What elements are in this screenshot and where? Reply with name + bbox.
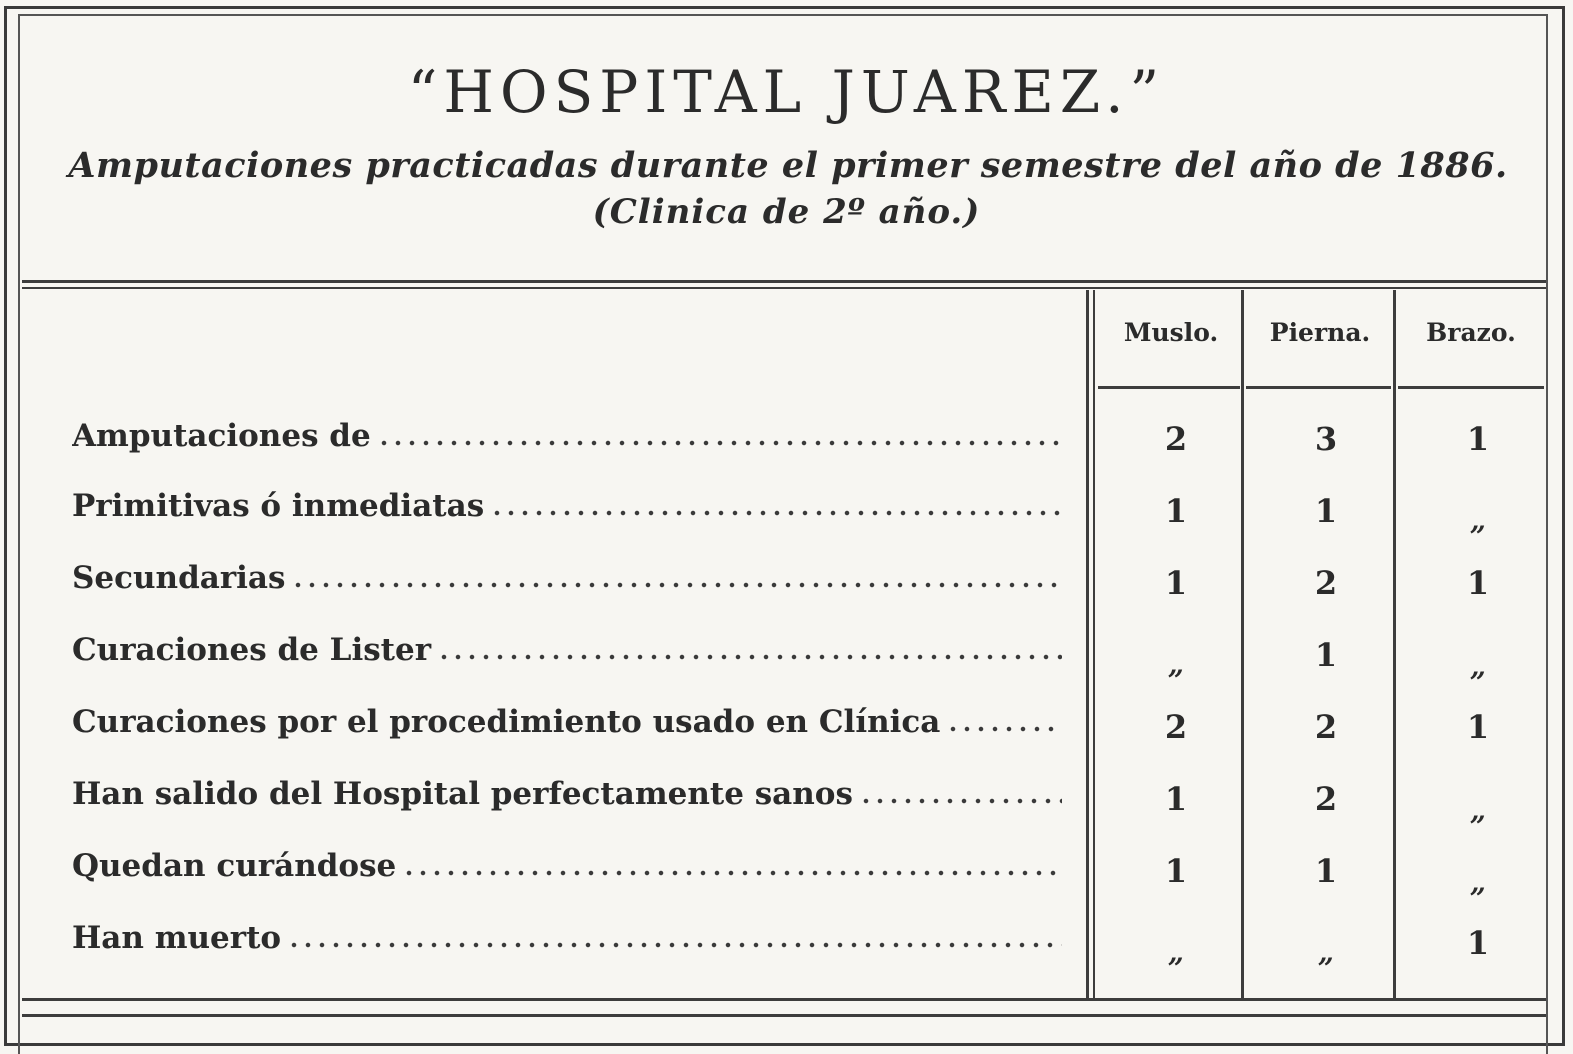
footer-divider-secondary [22, 1014, 1546, 1017]
dot-leader [377, 440, 1062, 446]
page-title: “HOSPITAL JUAREZ.” [407, 58, 1166, 126]
cell-brazo: „ [1469, 650, 1487, 683]
row-label: Curaciones por el procedimiento usado en Clínica [72, 700, 1062, 740]
row-label: Han muerto [72, 916, 1062, 956]
column-header-muslo: Muslo. [1123, 318, 1219, 347]
dot-leader [402, 870, 1062, 876]
dot-leader [946, 726, 1062, 732]
column-separator [1241, 290, 1244, 1000]
dot-leader [490, 510, 1062, 516]
cell-pierna: 3 [1314, 420, 1338, 458]
cell-pierna: 2 [1314, 564, 1338, 602]
dot-leader [437, 654, 1062, 660]
column-separator [1086, 290, 1089, 1000]
cell-brazo: „ [1469, 866, 1487, 899]
column-separator [1093, 290, 1095, 1000]
cell-pierna: „ [1317, 936, 1335, 969]
header-divider-secondary [22, 287, 1546, 289]
cell-pierna: 2 [1314, 780, 1338, 818]
column-header-underline [1246, 386, 1391, 389]
column-header-underline [1398, 386, 1544, 389]
cell-pierna: 1 [1314, 636, 1338, 674]
cell-brazo: 1 [1466, 420, 1490, 458]
cell-muslo: „ [1167, 648, 1185, 681]
cell-brazo: 1 [1466, 564, 1490, 602]
cell-brazo: 1 [1466, 924, 1490, 962]
column-header-underline [1098, 386, 1240, 389]
page-subtitle: Amputaciones practicadas durante el primer semestre del año de 1886. [68, 145, 1508, 186]
dot-leader [291, 582, 1062, 588]
row-label: Quedan curándose [72, 844, 1062, 884]
cell-pierna: 1 [1314, 492, 1338, 530]
dot-leader [859, 798, 1062, 804]
cell-brazo: „ [1469, 504, 1487, 537]
cell-muslo: „ [1167, 936, 1185, 969]
row-label: Han salido del Hospital perfectamente sanos [72, 772, 1062, 812]
column-header-pierna: Pierna. [1269, 318, 1371, 347]
cell-muslo: 2 [1164, 420, 1188, 458]
cell-muslo: 2 [1164, 708, 1188, 746]
cell-pierna: 1 [1314, 852, 1338, 890]
page-subtitle-clinic: (Clinica de 2º año.) [592, 192, 981, 232]
row-label: Amputaciones de [72, 414, 1062, 454]
row-label: Curaciones de Lister [72, 628, 1062, 668]
cell-brazo: „ [1469, 794, 1487, 827]
cell-muslo: 1 [1164, 564, 1188, 602]
cell-muslo: 1 [1164, 492, 1188, 530]
row-label: Secundarias [72, 556, 1062, 596]
cell-brazo: 1 [1466, 708, 1490, 746]
row-label: Primitivas ó inmediatas [72, 484, 1062, 524]
cell-muslo: 1 [1164, 852, 1188, 890]
header-divider [22, 280, 1546, 283]
cell-muslo: 1 [1164, 780, 1188, 818]
column-header-brazo: Brazo. [1426, 318, 1516, 347]
footer-divider [22, 998, 1546, 1001]
cell-pierna: 2 [1314, 708, 1338, 746]
dot-leader [287, 942, 1062, 948]
